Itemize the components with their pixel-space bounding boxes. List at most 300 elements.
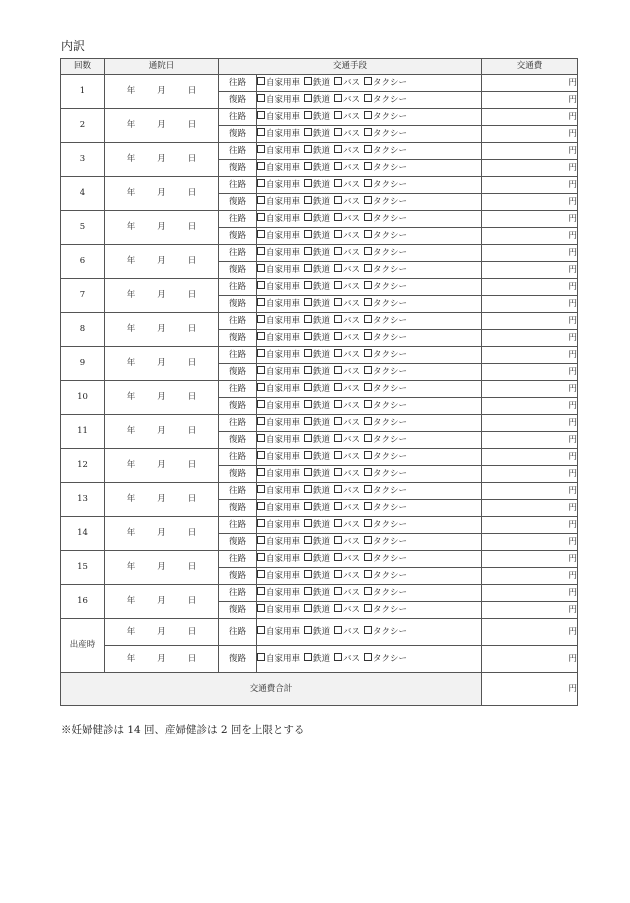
visit-date-field[interactable] (105, 143, 219, 177)
checkbox[interactable] (257, 230, 265, 238)
checkbox[interactable] (304, 653, 312, 661)
transport-mode-label: タクシー (373, 145, 408, 156)
checkbox[interactable] (257, 77, 265, 85)
transport-mode-label: 鉄道 (313, 587, 331, 598)
transport-mode-option (257, 299, 300, 309)
checkbox[interactable] (257, 213, 265, 221)
checkbox[interactable] (304, 570, 312, 578)
checkbox[interactable] (334, 519, 342, 527)
transport-mode-option (364, 112, 407, 122)
transport-mode-label: 鉄道 (313, 468, 331, 479)
fare-field[interactable]: 円 (482, 466, 578, 483)
checkbox[interactable] (334, 626, 342, 634)
transport-mode-option (257, 180, 300, 190)
checkbox[interactable] (364, 213, 372, 221)
transport-mode-option (364, 95, 407, 105)
fare-field[interactable]: 円 (482, 602, 578, 619)
transport-mode-label: バス (343, 485, 361, 496)
direction-return: 復路 (219, 262, 257, 279)
transport-mode-option (257, 520, 300, 530)
fare-field[interactable]: 円 (482, 245, 578, 262)
transport-mode-label: タクシー (373, 604, 408, 615)
transport-mode-option (304, 282, 330, 292)
transport-mode-label: バス (343, 230, 361, 241)
transport-mode-label: 鉄道 (313, 451, 331, 462)
checkbox[interactable] (364, 468, 372, 476)
fare-field[interactable]: 円 (482, 143, 578, 160)
transport-mode-label: バス (343, 111, 361, 122)
transport-mode-option (364, 316, 407, 326)
date-unit-year: 年 (126, 494, 136, 504)
checkbox[interactable] (334, 298, 342, 306)
checkbox[interactable] (334, 485, 342, 493)
checkbox[interactable] (257, 400, 265, 408)
transport-mode-option (334, 401, 360, 411)
checkbox[interactable] (257, 366, 265, 374)
transport-mode-option (257, 452, 300, 462)
checkbox[interactable] (304, 626, 312, 634)
checkbox[interactable] (334, 536, 342, 544)
table-row (61, 177, 578, 194)
transport-mode-label: タクシー (373, 519, 408, 530)
fare-field[interactable]: 円 (482, 551, 578, 568)
transport-mode-option (334, 197, 360, 207)
fare-field[interactable]: 円 (482, 262, 578, 279)
transport-mode-label: タクシー (373, 162, 408, 173)
transport-mode-label: バス (343, 587, 361, 598)
checkbox[interactable] (304, 77, 312, 85)
checkbox[interactable] (334, 400, 342, 408)
checkbox[interactable] (304, 417, 312, 425)
header-visit-date: 通院日 (105, 59, 219, 75)
checkbox[interactable] (304, 247, 312, 255)
checkbox[interactable] (257, 315, 265, 323)
transport-mode-option (257, 112, 300, 122)
checkbox[interactable] (364, 298, 372, 306)
fare-field[interactable]: 円 (482, 398, 578, 415)
checkbox[interactable] (304, 366, 312, 374)
checkbox[interactable] (304, 451, 312, 459)
checkbox[interactable] (334, 145, 342, 153)
checkbox[interactable] (257, 332, 265, 340)
checkbox[interactable] (364, 519, 372, 527)
checkbox[interactable] (304, 281, 312, 289)
checkbox[interactable] (304, 485, 312, 493)
fare-field[interactable]: 円 (482, 211, 578, 228)
direction-outbound: 往路 (219, 585, 257, 602)
checkbox[interactable] (334, 315, 342, 323)
visit-date-field[interactable] (105, 109, 219, 143)
checkbox[interactable] (257, 519, 265, 527)
checkbox[interactable] (304, 230, 312, 238)
fare-field[interactable]: 円 (482, 432, 578, 449)
transport-mode-label: バス (343, 502, 361, 513)
checkbox[interactable] (334, 604, 342, 612)
checkbox[interactable] (304, 604, 312, 612)
transport-mode-option (304, 554, 330, 564)
checkbox[interactable] (364, 502, 372, 510)
checkbox[interactable] (364, 587, 372, 595)
checkbox[interactable] (304, 519, 312, 527)
fare-field[interactable]: 円 (482, 279, 578, 296)
fare-field[interactable]: 円 (482, 568, 578, 585)
transport-mode-label: バス (343, 332, 361, 343)
checkbox[interactable] (334, 468, 342, 476)
transport-mode-option (334, 554, 360, 564)
checkbox[interactable] (364, 128, 372, 136)
checkbox[interactable] (334, 653, 342, 661)
checkbox[interactable] (304, 587, 312, 595)
fare-field[interactable]: 円 (482, 75, 578, 92)
checkbox[interactable] (257, 94, 265, 102)
checkbox[interactable] (334, 77, 342, 85)
direction-outbound: 往路 (219, 279, 257, 296)
transport-mode-option (364, 452, 407, 462)
checkbox[interactable] (304, 553, 312, 561)
total-row (61, 673, 578, 706)
fare-field[interactable]: 円 (482, 415, 578, 432)
transport-mode-option (304, 180, 330, 190)
transport-mode-label: タクシー (373, 570, 408, 581)
checkbox[interactable] (304, 536, 312, 544)
transport-mode-option (364, 554, 407, 564)
fare-field[interactable]: 円 (482, 126, 578, 143)
checkbox[interactable] (364, 315, 372, 323)
visit-number: 6 (61, 245, 105, 279)
transport-mode-options (257, 330, 482, 347)
fare-field[interactable]: 円 (482, 194, 578, 211)
visit-number: 3 (61, 143, 105, 177)
checkbox[interactable] (257, 587, 265, 595)
checkbox[interactable] (257, 653, 265, 661)
checkbox[interactable] (364, 536, 372, 544)
transport-mode-option (364, 418, 407, 428)
fare-field[interactable]: 円 (482, 330, 578, 347)
checkbox[interactable] (257, 111, 265, 119)
date-unit-day: 日 (187, 596, 197, 606)
fare-field[interactable]: 円 (482, 92, 578, 109)
transport-mode-option (364, 520, 407, 530)
checkbox[interactable] (364, 485, 372, 493)
checkbox[interactable] (304, 111, 312, 119)
transport-mode-label: バス (343, 434, 361, 445)
date-unit-year: 年 (126, 222, 136, 232)
visit-date-field[interactable] (105, 381, 219, 415)
transport-mode-option (304, 95, 330, 105)
checkbox[interactable] (304, 128, 312, 136)
visit-date-field[interactable] (105, 347, 219, 381)
checkbox[interactable] (364, 111, 372, 119)
transport-mode-label: 鉄道 (313, 213, 331, 224)
checkbox[interactable] (257, 536, 265, 544)
fare-field[interactable]: 円 (482, 228, 578, 245)
checkbox[interactable] (304, 94, 312, 102)
fare-field[interactable]: 円 (482, 313, 578, 330)
transport-mode-options (257, 364, 482, 381)
visit-number: 2 (61, 109, 105, 143)
transport-mode-label: 自家用車 (266, 264, 301, 275)
checkbox[interactable] (257, 570, 265, 578)
visit-date-field[interactable] (105, 517, 219, 551)
checkbox[interactable] (304, 196, 312, 204)
checkbox[interactable] (364, 162, 372, 170)
checkbox[interactable] (364, 196, 372, 204)
transport-mode-label: タクシー (373, 417, 408, 428)
fare-field[interactable]: 円 (482, 534, 578, 551)
checkbox[interactable] (257, 179, 265, 187)
date-unit-day: 日 (187, 256, 197, 266)
checkbox[interactable] (257, 626, 265, 634)
header-transport: 交通手段 (219, 59, 482, 75)
fare-field[interactable]: 円 (482, 619, 578, 646)
fare-field[interactable]: 円 (482, 109, 578, 126)
date-unit-month: 月 (157, 154, 166, 164)
checkbox[interactable] (257, 298, 265, 306)
checkbox[interactable] (257, 247, 265, 255)
date-unit-month: 月 (157, 358, 166, 368)
transport-mode-option (304, 265, 330, 275)
checkbox[interactable] (304, 213, 312, 221)
fare-field[interactable]: 円 (482, 517, 578, 534)
visit-date-field[interactable] (105, 245, 219, 279)
transport-mode-options (257, 211, 482, 228)
checkbox[interactable] (334, 553, 342, 561)
checkbox[interactable] (257, 162, 265, 170)
visit-date-field[interactable] (105, 177, 219, 211)
transport-mode-option (304, 129, 330, 139)
transport-mode-label: タクシー (373, 196, 408, 207)
checkbox[interactable] (257, 349, 265, 357)
checkbox[interactable] (334, 570, 342, 578)
checkbox[interactable] (364, 247, 372, 255)
checkbox[interactable] (364, 230, 372, 238)
checkbox[interactable] (334, 213, 342, 221)
transport-mode-option (257, 469, 300, 479)
visit-date-field[interactable] (105, 211, 219, 245)
checkbox[interactable] (334, 434, 342, 442)
transport-mode-option (304, 401, 330, 411)
total-fare-field[interactable]: 円 (482, 673, 578, 706)
visit-date-field[interactable] (105, 279, 219, 313)
transport-mode-option (304, 78, 330, 88)
checkbox[interactable] (257, 604, 265, 612)
transport-mode-option (364, 503, 407, 513)
visit-date-field[interactable] (105, 313, 219, 347)
fare-field[interactable]: 円 (482, 296, 578, 313)
checkbox[interactable] (257, 485, 265, 493)
transport-mode-label: 鉄道 (313, 383, 331, 394)
fare-field[interactable]: 円 (482, 500, 578, 517)
checkbox[interactable] (364, 653, 372, 661)
checkbox[interactable] (334, 587, 342, 595)
checkbox[interactable] (334, 366, 342, 374)
header-fare: 交通費 (482, 59, 578, 75)
transport-mode-label: 自家用車 (266, 196, 301, 207)
checkbox[interactable] (364, 417, 372, 425)
checkbox[interactable] (334, 128, 342, 136)
checkbox[interactable] (257, 502, 265, 510)
fare-field[interactable]: 円 (482, 347, 578, 364)
transport-mode-label: 鉄道 (313, 162, 331, 173)
checkbox[interactable] (257, 434, 265, 442)
checkbox[interactable] (334, 264, 342, 272)
checkbox[interactable] (334, 383, 342, 391)
transport-mode-option (364, 435, 407, 445)
checkbox[interactable] (334, 451, 342, 459)
transport-mode-label: バス (343, 653, 361, 664)
transport-mode-option (304, 316, 330, 326)
visit-date-field[interactable] (105, 619, 219, 646)
checkbox[interactable] (257, 128, 265, 136)
checkbox[interactable] (334, 332, 342, 340)
visit-date-field[interactable] (105, 415, 219, 449)
checkbox[interactable] (334, 179, 342, 187)
checkbox[interactable] (257, 417, 265, 425)
checkbox[interactable] (304, 298, 312, 306)
visit-date-field[interactable] (105, 585, 219, 619)
checkbox[interactable] (304, 468, 312, 476)
checkbox[interactable] (334, 196, 342, 204)
transport-mode-label: バス (343, 383, 361, 394)
checkbox[interactable] (257, 553, 265, 561)
transport-mode-option (257, 588, 300, 598)
checkbox[interactable] (364, 553, 372, 561)
transport-mode-label: 鉄道 (313, 230, 331, 241)
checkbox[interactable] (364, 349, 372, 357)
checkbox[interactable] (257, 451, 265, 459)
checkbox[interactable] (364, 332, 372, 340)
transport-mode-label: タクシー (373, 451, 408, 462)
transport-mode-option (304, 248, 330, 258)
fare-field[interactable]: 円 (482, 160, 578, 177)
transport-mode-label: バス (343, 298, 361, 309)
checkbox[interactable] (364, 604, 372, 612)
checkbox[interactable] (257, 383, 265, 391)
date-unit-month: 月 (157, 653, 166, 664)
visit-date-field[interactable] (105, 551, 219, 585)
checkbox[interactable] (364, 626, 372, 634)
checkbox[interactable] (364, 383, 372, 391)
visit-number: 4 (61, 177, 105, 211)
checkbox[interactable] (257, 264, 265, 272)
fare-field[interactable]: 円 (482, 646, 578, 673)
checkbox[interactable] (304, 400, 312, 408)
table-row (61, 313, 578, 330)
transport-mode-options (257, 160, 482, 177)
date-unit-month: 月 (157, 562, 166, 572)
visit-date-field[interactable] (105, 646, 219, 673)
date-unit-year: 年 (126, 358, 136, 368)
transport-mode-option (334, 435, 360, 445)
checkbox[interactable] (334, 502, 342, 510)
date-unit-month: 月 (157, 256, 166, 266)
checkbox[interactable] (364, 94, 372, 102)
transport-mode-label: 鉄道 (313, 417, 331, 428)
fare-field[interactable]: 円 (482, 483, 578, 500)
transport-mode-label: バス (343, 519, 361, 530)
checkbox[interactable] (364, 451, 372, 459)
checkbox[interactable] (304, 179, 312, 187)
checkbox[interactable] (364, 264, 372, 272)
transport-mode-label: 鉄道 (313, 653, 331, 664)
transport-mode-option (304, 452, 330, 462)
transport-mode-label: 鉄道 (313, 519, 331, 530)
checkbox[interactable] (364, 145, 372, 153)
checkbox[interactable] (334, 247, 342, 255)
checkbox[interactable] (304, 315, 312, 323)
transport-mode-label: 自家用車 (266, 77, 301, 88)
transport-mode-label: バス (343, 145, 361, 156)
transport-mode-label: バス (343, 281, 361, 292)
checkbox[interactable] (304, 383, 312, 391)
birth-row (61, 646, 578, 673)
checkbox[interactable] (304, 434, 312, 442)
transport-mode-option (304, 163, 330, 173)
checkbox[interactable] (334, 349, 342, 357)
checkbox[interactable] (334, 94, 342, 102)
fare-field[interactable]: 円 (482, 449, 578, 466)
checkbox[interactable] (364, 400, 372, 408)
checkbox[interactable] (334, 417, 342, 425)
visit-date-field[interactable] (105, 449, 219, 483)
direction-outbound: 往路 (219, 449, 257, 466)
checkbox[interactable] (257, 281, 265, 289)
checkbox[interactable] (334, 230, 342, 238)
visit-date-field[interactable] (105, 75, 219, 109)
date-unit-month: 月 (157, 290, 166, 300)
transport-mode-label: 鉄道 (313, 502, 331, 513)
transport-mode-option (257, 571, 300, 581)
checkbox[interactable] (304, 502, 312, 510)
transport-mode-options (257, 177, 482, 194)
checkbox[interactable] (364, 366, 372, 374)
checkbox[interactable] (304, 264, 312, 272)
checkbox[interactable] (364, 179, 372, 187)
fare-field[interactable]: 円 (482, 177, 578, 194)
fare-field[interactable]: 円 (482, 364, 578, 381)
checkbox[interactable] (364, 77, 372, 85)
transport-mode-option (364, 571, 407, 581)
checkbox[interactable] (304, 349, 312, 357)
checkbox[interactable] (304, 332, 312, 340)
fare-field[interactable]: 円 (482, 381, 578, 398)
checkbox[interactable] (364, 570, 372, 578)
checkbox[interactable] (364, 434, 372, 442)
direction-return: 復路 (219, 228, 257, 245)
checkbox[interactable] (257, 468, 265, 476)
checkbox[interactable] (257, 196, 265, 204)
transport-mode-option (304, 486, 330, 496)
date-unit-month: 月 (157, 528, 166, 538)
checkbox[interactable] (334, 281, 342, 289)
checkbox[interactable] (304, 145, 312, 153)
transport-mode-label: タクシー (373, 366, 408, 377)
fare-field[interactable]: 円 (482, 585, 578, 602)
transport-mode-option (364, 180, 407, 190)
checkbox[interactable] (364, 281, 372, 289)
transport-mode-label: 自家用車 (266, 604, 301, 615)
transport-mode-label: バス (343, 264, 361, 275)
checkbox[interactable] (257, 145, 265, 153)
checkbox[interactable] (334, 111, 342, 119)
visit-date-field[interactable] (105, 483, 219, 517)
checkbox[interactable] (334, 162, 342, 170)
transport-mode-label: 鉄道 (313, 536, 331, 547)
transport-mode-option (364, 248, 407, 258)
date-unit-day: 日 (187, 528, 197, 538)
checkbox[interactable] (304, 162, 312, 170)
transport-mode-label: 鉄道 (313, 553, 331, 564)
